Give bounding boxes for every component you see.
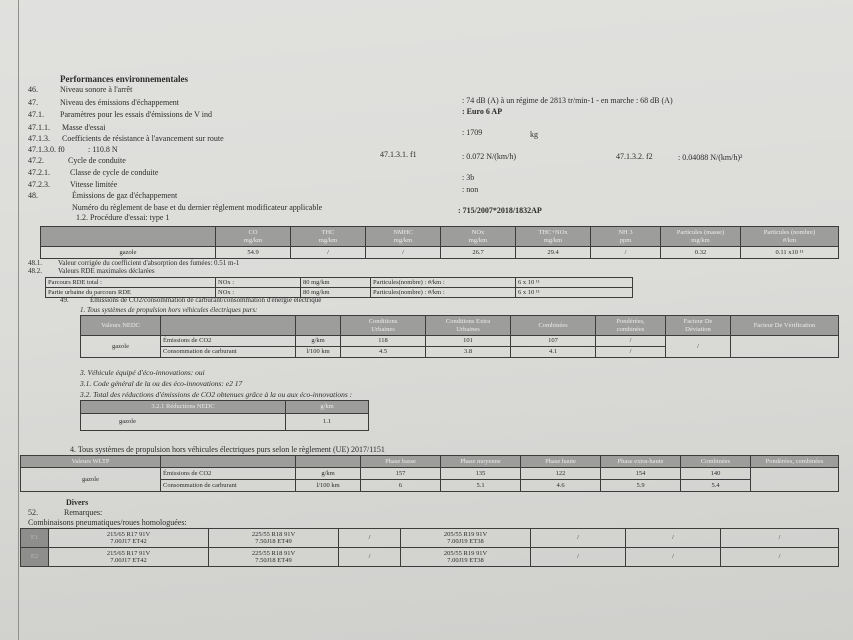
value-cell: 4.5 [341,347,426,358]
fuel-cell: gazole [41,247,216,259]
value-cell: / [596,347,666,358]
value-cell: 5.4 [681,480,751,492]
pollutant-unit: mg/km [543,236,563,244]
tyre-cell: / [531,548,626,567]
pollutant-name: Particules (masse) [676,229,725,237]
header-cell [741,227,839,247]
item-number: 47.1. [28,110,44,119]
rde-row-label: Partie urbaine du parcours RDE [46,288,216,298]
pn-label: Particules(nombre) : #/km : [371,288,516,298]
value-cell: 107 [511,336,596,347]
cycle-label: Cycle de conduite [68,156,126,165]
value-cell: 5.9 [601,480,681,492]
nox-value: 80 mg/km [301,288,371,298]
tyre-cell [209,529,339,548]
tyre-cell: / [626,529,721,548]
table-row [21,548,839,567]
header-cell [296,316,341,336]
value-cell: 118 [341,336,426,347]
rde-label: Valeurs RDE maximales déclarées [58,267,155,275]
value-cell: 135 [441,468,521,480]
rde-row-label: Parcours RDE total : [46,278,216,288]
test-mass-value: : 1709 [462,128,483,137]
axle-cell: E2 [21,548,49,567]
speed-limited-value: : non [462,185,479,194]
value-cell: 29.4 [516,247,591,259]
row-label: Consommation de carburant [161,480,296,492]
nox-value: 80 mg/km [301,278,371,288]
header-cell: Phase basse [361,456,441,468]
item-number: 47.1.3. [28,134,50,143]
header-cell: Facteur De Vérification [731,316,839,336]
pollutant-name: THC [321,229,335,237]
co2-label: Émissions de CO2/consommation de carburant/consommation d'énergie électrique [90,296,322,304]
remarks-label: Remarques: [64,508,103,517]
item-number: 48.2. [28,267,42,275]
pollutant-name: NMHC [393,229,413,237]
tyre-size: 205/55 R19 91V [443,549,488,557]
item-number: 47.1.3.1. f1 [380,150,417,159]
emission-level-label: Niveau des émissions d'échappement [60,98,179,107]
eco-innovation-total: 3.2. Total des réductions d'émissions de CO2 obtenues grâce à la ou aux éco-innovations : [80,390,353,399]
rim-size: 7.00J17 ET42 [110,538,147,545]
section-title: Performances environnementales [60,74,189,84]
noise-label: Niveau sonore à l'arrêt [60,85,133,94]
noise-value: : 74 dB (A) à un régime de 2813 tr/min-1 - en marche : 68 dB (A) [462,96,673,105]
f0-value: : 110.8 N [88,145,118,154]
pollutant-name: NOx [471,229,485,237]
header-cell: Pondérées, combinées [596,316,666,336]
header-cell: Phase extra-haute [601,456,681,468]
verification-cell [731,336,839,358]
table-header-row [41,227,839,247]
tyre-size: 215/65 R17 91V [106,530,151,538]
tyre-cell: / [339,548,401,567]
header-cell [41,227,216,247]
pollutant-unit: mg/km [468,236,488,244]
header-cell [591,227,661,247]
value-cell: 140 [681,468,751,480]
smoke-label: Valeur corrigée du coefficient d'absorption des fumées: 0.51 m-1 [58,259,240,267]
table-row [21,529,839,548]
row-label: Émissions de CO2 [161,336,296,347]
tyre-cell [209,548,339,567]
header-cell [291,227,366,247]
pollutant-unit: mg/km [393,236,413,244]
deviation-cell: / [666,336,731,358]
speed-limited-label: Vitesse limitée [70,180,118,189]
rim-size: 7.00J17 ET42 [110,557,147,564]
header-cell: Phase haute [521,456,601,468]
tyre-cell: / [339,529,401,548]
nox-label: NOx : [216,288,301,298]
misc-title: Divers [66,498,89,507]
pollutant-unit: ppm [619,236,632,244]
item-number: 47.2. [28,156,44,165]
value-cell: 4.1 [511,347,596,358]
value-cell: 26.7 [441,247,516,259]
rde-table [45,277,633,298]
f2-value: : 0.04088 N/(km/h)² [678,153,743,162]
wltp-table [20,455,839,492]
cycle-class-label: Classe de cycle de conduite [70,168,159,177]
header-cell [161,316,296,336]
exhaust-emissions-table [40,226,839,259]
fuel-cell: gazole [81,414,286,431]
co2-subtitle: 1. Tous systèmes de propulsion hors véhicules électriques purs: [80,306,258,314]
pollutant-unit: #/km [782,236,797,244]
wltp-title: 4. Tous systèmes de propulsion hors véhicules électriques purs selon le règlement (UE) 2017/1151 [70,445,385,454]
tyre-size: 205/55 R19 91V [443,530,488,538]
header-cell: Facteur De Déviation [666,316,731,336]
rim-size: 7.50J18 ET49 [255,557,292,564]
table-row [46,278,633,288]
item-number: 49. [60,296,69,304]
header-cell: Valeurs NEDC [81,316,161,336]
tyre-size: 225/55 R18 91V [251,549,296,557]
pollutant-unit: mg/km [691,236,710,244]
cycle-class-value: : 3b [462,173,475,182]
unit-cell: g/km [296,468,361,480]
eco-innovation-code: 3.1. Code général de la ou des éco-innovations: e2 17 [80,379,243,388]
item-number: 47.2.1. [28,168,50,177]
test-mass-label: Masse d'essai [62,123,106,132]
regulation-value: : 715/2007*2018/1832AP [458,206,542,215]
header-cell: Combinées [681,456,751,468]
pollutant-name: NH 3 [618,229,633,237]
eco-reductions-table [80,400,369,431]
regulation-label: Numéro du règlement de base et du dernier règlement modificateur applicable [72,203,323,212]
item-number: 47.1.3.0. f0 [28,145,65,154]
fuel-cell: gazole [21,468,161,492]
row-label: Émissions de CO2 [161,468,296,480]
tyre-size: 215/65 R17 91V [106,549,151,557]
table-header-row [21,456,839,468]
unit-cell: l/100 km [296,347,341,358]
pollutant-name: CO [248,229,258,237]
item-number: 52. [28,508,38,517]
table-row [21,468,839,480]
tyre-cell: / [531,529,626,548]
axle-cell: E1 [21,529,49,548]
value-cell: / [591,247,661,259]
value-cell: 4.6 [521,480,601,492]
item-number: 47.1.1. [28,123,50,132]
tyre-cell [401,548,531,567]
item-number: 48.1. [28,259,42,267]
header-cell: Pondérées, combinées [751,456,839,468]
header-cell: Valeurs WLTP [21,456,161,468]
header-cell [296,456,361,468]
header-cell: Conditions Urbaines [341,316,426,336]
table-row [41,247,839,259]
rim-size: 7.50J18 ET49 [255,538,292,545]
item-number: 47. [28,98,38,107]
table-row [81,336,839,347]
value-cell: 0.32 [661,247,741,259]
item-number: 47.2.3. [28,180,50,189]
emission-level-value: : Euro 6 AP [462,107,503,116]
tyre-cell [401,529,531,548]
tyres-table [20,528,839,567]
weighted-cell [751,468,839,492]
unit-cell: g/km [296,336,341,347]
value-cell: / [366,247,441,259]
pollutant-unit: mg/km [318,236,338,244]
value-cell: / [291,247,366,259]
header-cell [161,456,296,468]
value-cell: 5.1 [441,480,521,492]
tyre-cell [49,529,209,548]
tyres-title: Combinaisons pneumatiques/roues homologuées: [28,518,187,527]
value-cell: 154 [601,468,681,480]
tyre-cell: / [721,548,839,567]
test-mass-unit: kg [530,130,538,139]
value-cell: / [596,336,666,347]
test-procedure: 1.2. Procédure d'essai: type 1 [76,213,170,222]
header-cell: Combinées [511,316,596,336]
f1-value: : 0.072 N/(km/h) [462,152,516,161]
item-number: 46. [28,85,38,94]
value-cell: 3.8 [426,347,511,358]
rim-size: 7.00J19 ET38 [447,538,484,545]
item-number: 47.1.3.2. f2 [616,152,653,161]
header-cell: 3.2.1 Réductions NEDC [81,401,286,414]
table-row [81,414,369,431]
header-cell: Phase moyenne [441,456,521,468]
eco-innovation-equipped: 3. Véhicule équipé d'éco-innovations: oui [80,368,205,377]
header-cell [216,227,291,247]
value-cell: 157 [361,468,441,480]
pollutant-name: Particules (nombre) [763,229,816,237]
value-cell: 0.11 x10 ¹¹ [741,247,839,259]
table-header-row [81,401,369,414]
header-cell: Conditions Extra Urbaines [426,316,511,336]
value-cell: 101 [426,336,511,347]
header-cell [661,227,741,247]
tyre-cell [49,548,209,567]
exhaust-label: Émissions de gaz d'échappement [72,191,178,200]
nedc-table [80,315,839,358]
header-cell [516,227,591,247]
row-label: Consommation de carburant [161,347,296,358]
pollutant-unit: mg/km [243,236,263,244]
value-cell: 122 [521,468,601,480]
pn-label: Particules(nombre) : #/km : [371,278,516,288]
road-load-label: Coefficients de résistance à l'avancement sur route [62,134,224,143]
value-cell: 6 [361,480,441,492]
pn-value: 6 x 10 ¹¹ [516,278,633,288]
value-cell: 1.1 [286,414,369,431]
nox-label: NOx : [216,278,301,288]
tyre-cell: / [721,529,839,548]
tyre-size: 225/55 R18 91V [251,530,296,538]
tyre-cell: / [626,548,721,567]
item-number: 48. [28,191,38,200]
unit-cell: l/100 km [296,480,361,492]
value-cell: 54.9 [216,247,291,259]
table-header-row [81,316,839,336]
fuel-cell: gazole [81,336,161,358]
header-cell [366,227,441,247]
rim-size: 7.00J19 ET38 [447,557,484,564]
header-cell: g/km [286,401,369,414]
paper-edge-line [18,0,19,640]
pollutant-name: THC+NOx [538,229,568,237]
header-cell [441,227,516,247]
pn-value: 6 x 10 ¹¹ [516,288,633,298]
test-params-label: Paramètres pour les essais d'émissions de V ind [60,110,213,119]
